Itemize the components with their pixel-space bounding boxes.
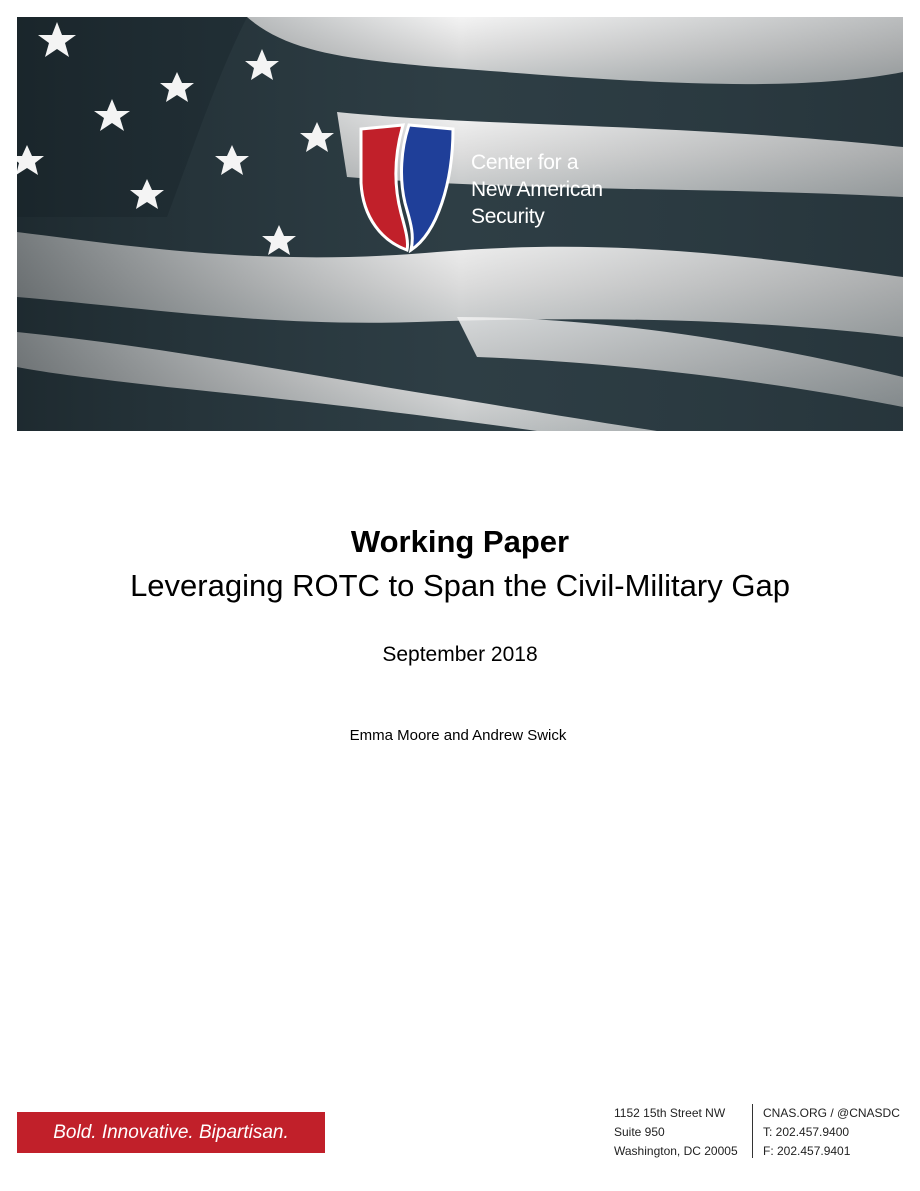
- address-line: Suite 950: [614, 1125, 665, 1139]
- contact-line: T: 202.457.9400: [763, 1125, 850, 1139]
- address-line: Washington, DC 20005: [614, 1144, 738, 1158]
- contact-line: CNAS.ORG / @CNASDC: [763, 1106, 900, 1120]
- contact-block: [763, 1104, 900, 1161]
- document-authors: Emma Moore and Andrew Swick: [349, 727, 567, 744]
- document-title: Leveraging ROTC to Span the Civil-Military Gap: [130, 568, 790, 603]
- tagline-banner: Bold. Innovative. Bipartisan.: [17, 1112, 325, 1153]
- document-date: September 2018: [382, 643, 538, 666]
- logo-line: Security: [471, 205, 545, 228]
- address-line: 1152 15th Street NW: [614, 1106, 726, 1120]
- logo-wordmark: [471, 149, 603, 230]
- logo-line: Center for a: [471, 151, 579, 174]
- title-block: [0, 522, 920, 606]
- cnas-logo: [357, 123, 637, 253]
- address-block: [614, 1104, 738, 1161]
- document-type: Working Paper: [350, 524, 570, 559]
- cover-banner: [17, 17, 903, 431]
- shield-icon: [357, 123, 457, 253]
- logo-line: New American: [471, 178, 603, 201]
- footer-divider: [752, 1104, 753, 1158]
- contact-line: F: 202.457.9401: [763, 1144, 851, 1158]
